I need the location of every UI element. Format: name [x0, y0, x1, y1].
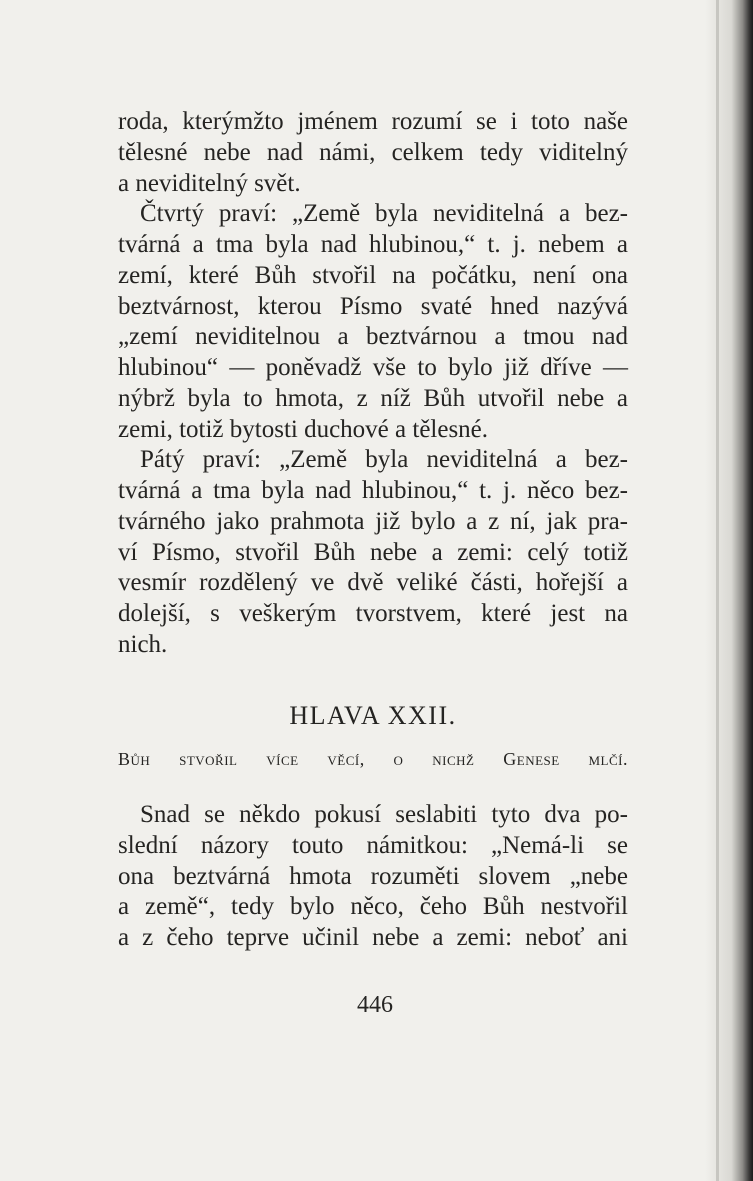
- text-line: roda, kterýmžto jménem rozumí se i toto naše: [118, 108, 628, 135]
- chapter-subtitle: Bůh stvořil více věcí, o nichž Genese mlčí.: [118, 749, 628, 769]
- chapter-title: HLAVA XXII.: [289, 701, 457, 730]
- page-number: 446: [357, 992, 393, 1018]
- text-line: Pátý praví: „Země byla neviditelná a bez-: [140, 446, 628, 474]
- text-line: Snad se někdo pokusí seslabiti tyto dva po-: [140, 801, 628, 828]
- text-line: dolejší, s veškerým tvorstvem, které jest na: [118, 600, 628, 627]
- page-edge-line: [716, 0, 719, 1181]
- text-line: a z čeho teprve učinil nebe a zemi: neboť ani: [118, 924, 628, 951]
- text-line: Čtvrtý praví: „Země byla neviditelná a bez-: [140, 200, 628, 228]
- text-line: tvárná a tma byla nad hlubinou,“ t. j. něco bez-: [118, 477, 628, 504]
- text-line: nich.: [118, 630, 168, 658]
- text-line: „zemí neviditelnou a beztvárnou a tmou nad: [118, 323, 628, 351]
- text-line: zemí, které Bůh stvořil na počátku, není ona: [118, 261, 628, 289]
- text-line: tvárná a tma byla nad hlubinou,“ t. j. nebem a: [118, 231, 628, 258]
- text-line: tělesné nebe nad námi, celkem tedy viditelný: [118, 138, 628, 166]
- text-line: slední názory touto námitkou: „Nemá-li se: [118, 831, 628, 859]
- text-line: tvárného jako prahmota již bylo a z ní, jak pra-: [118, 507, 628, 535]
- page-edge-shadow: [705, 0, 753, 1181]
- text-line: beztvárnost, kterou Písmo svaté hned nazývá: [118, 292, 628, 320]
- text-line: nýbrž byla to hmota, z níž Bůh utvořil nebe a: [118, 384, 628, 412]
- text-line: zemi, totiž bytosti duchové a tělesné.: [118, 415, 489, 443]
- text-line: vesmír rozdělený ve dvě veliké části, hořejší a: [118, 569, 628, 597]
- text-line: ví Písmo, stvořil Bůh nebe a zemi: celý totiž: [118, 538, 628, 566]
- body-text-bottom: [118, 800, 628, 954]
- text-line: a země“, tedy bylo něco, čeho Bůh nestvořil: [118, 893, 628, 921]
- text-line: a neviditelný svět.: [118, 169, 301, 197]
- text-line: hlubinou“ — poněvadž vše to bylo již dříve —: [118, 354, 628, 381]
- text-line: ona beztvárná hmota rozuměti slovem „nebe: [118, 862, 628, 890]
- body-text-top: [118, 107, 628, 661]
